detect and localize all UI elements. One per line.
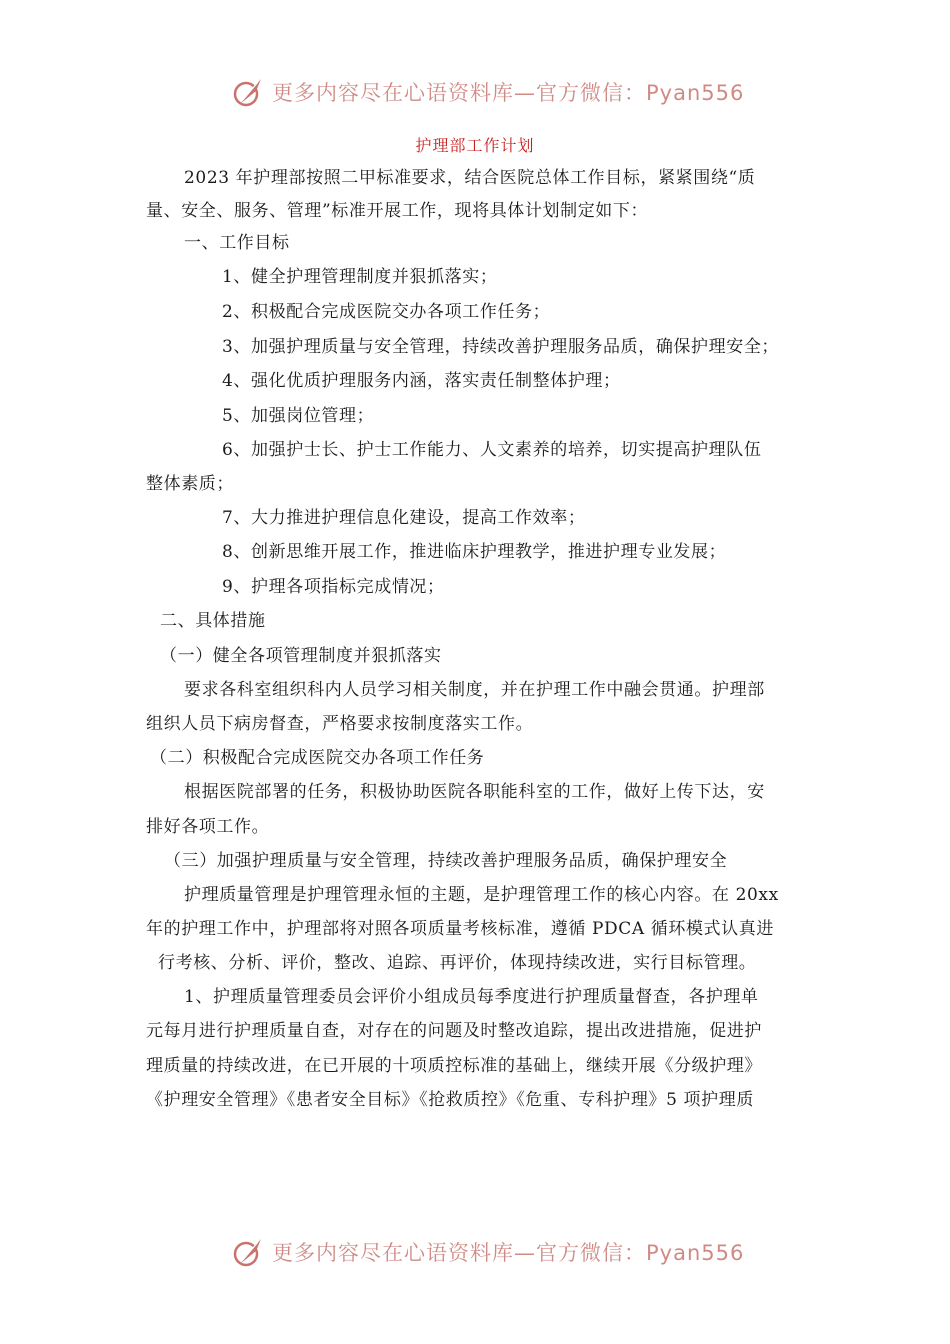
list-item: 6、加强护士长、护士工作能力、人文素养的培养，切实提高护理队伍 xyxy=(222,440,762,460)
list-item: 5、加强岗位管理； xyxy=(222,406,375,426)
text-line: 行考核、分析、评价，整改、追踪、再评价，体现持续改进，实行目标管理。 xyxy=(158,953,757,973)
text-line: 元每月进行护理质量自查，对存在的问题及时整改追踪，提出改进措施，促进护 xyxy=(146,1021,762,1041)
text-line: 2023 年护理部按照二甲标准要求，结合医院总体工作目标，紧紧围绕“质 xyxy=(184,168,756,188)
quill-logo-icon xyxy=(230,74,266,110)
watermark-text: 更多内容尽在心语资料库—官方微信：Pyan556 xyxy=(272,1241,745,1265)
list-item: 7、大力推进护理信息化建设，提高工作效率； xyxy=(222,508,586,528)
text-line: 量、安全、服务、管理”标准开展工作，现将具体计划制定如下： xyxy=(146,201,649,221)
text-line: 理质量的持续改进，在已开展的十项质控标准的基础上，继续开展《分级护理》 xyxy=(146,1056,762,1076)
list-item: 1、健全护理管理制度并狠抓落实； xyxy=(222,267,498,287)
text-line: 护理质量管理是护理管理永恒的主题，是护理管理工作的核心内容。在 20xx xyxy=(184,885,779,905)
document-title: 护理部工作计划 xyxy=(415,136,535,155)
watermark-banner-bottom xyxy=(230,1232,744,1272)
subsection-heading: （二）积极配合完成医院交办各项工作任务 xyxy=(150,748,485,768)
list-item: 4、强化优质护理服务内涵，落实责任制整体护理； xyxy=(222,371,621,391)
list-item: 9、护理各项指标完成情况； xyxy=(222,577,445,597)
text-line: 1、护理质量管理委员会评价小组成员每季度进行护理质量督查，各护理单 xyxy=(184,987,759,1007)
text-line: 《护理安全管理》《患者安全目标》《抢救质控》《危重、专科护理》5 项护理质 xyxy=(146,1090,754,1110)
quill-logo-icon xyxy=(230,1234,266,1270)
subsection-heading: （一）健全各项管理制度并狠抓落实 xyxy=(160,646,442,666)
text-line: 年的护理工作中，护理部将对照各项质量考核标准，遵循 PDCA 循环模式认真进 xyxy=(146,919,774,939)
text-line: 组织人员下病房督查，严格要求按制度落实工作。 xyxy=(146,714,534,734)
section-heading: 二、具体措施 xyxy=(160,611,266,631)
subsection-heading: （三）加强护理质量与安全管理，持续改善护理服务品质，确保护理安全 xyxy=(164,851,728,871)
watermark-banner-top xyxy=(230,72,744,112)
list-item: 3、加强护理质量与安全管理，持续改善护理服务品质，确保护理安全； xyxy=(222,337,780,357)
text-line: 整体素质； xyxy=(146,474,234,494)
section-heading: 一、工作目标 xyxy=(184,233,290,253)
list-item: 2、积极配合完成医院交办各项工作任务； xyxy=(222,302,551,322)
text-line: 根据医院部署的任务，积极协助医院各职能科室的工作，做好上传下达，安 xyxy=(184,782,765,802)
list-item: 8、创新思维开展工作，推进临床护理教学，推进护理专业发展； xyxy=(222,542,727,562)
text-line: 要求各科室组织科内人员学习相关制度，并在护理工作中融会贯通。护理部 xyxy=(184,680,765,700)
text-line: 排好各项工作。 xyxy=(146,817,270,837)
watermark-text: 更多内容尽在心语资料库—官方微信：Pyan556 xyxy=(272,81,745,105)
